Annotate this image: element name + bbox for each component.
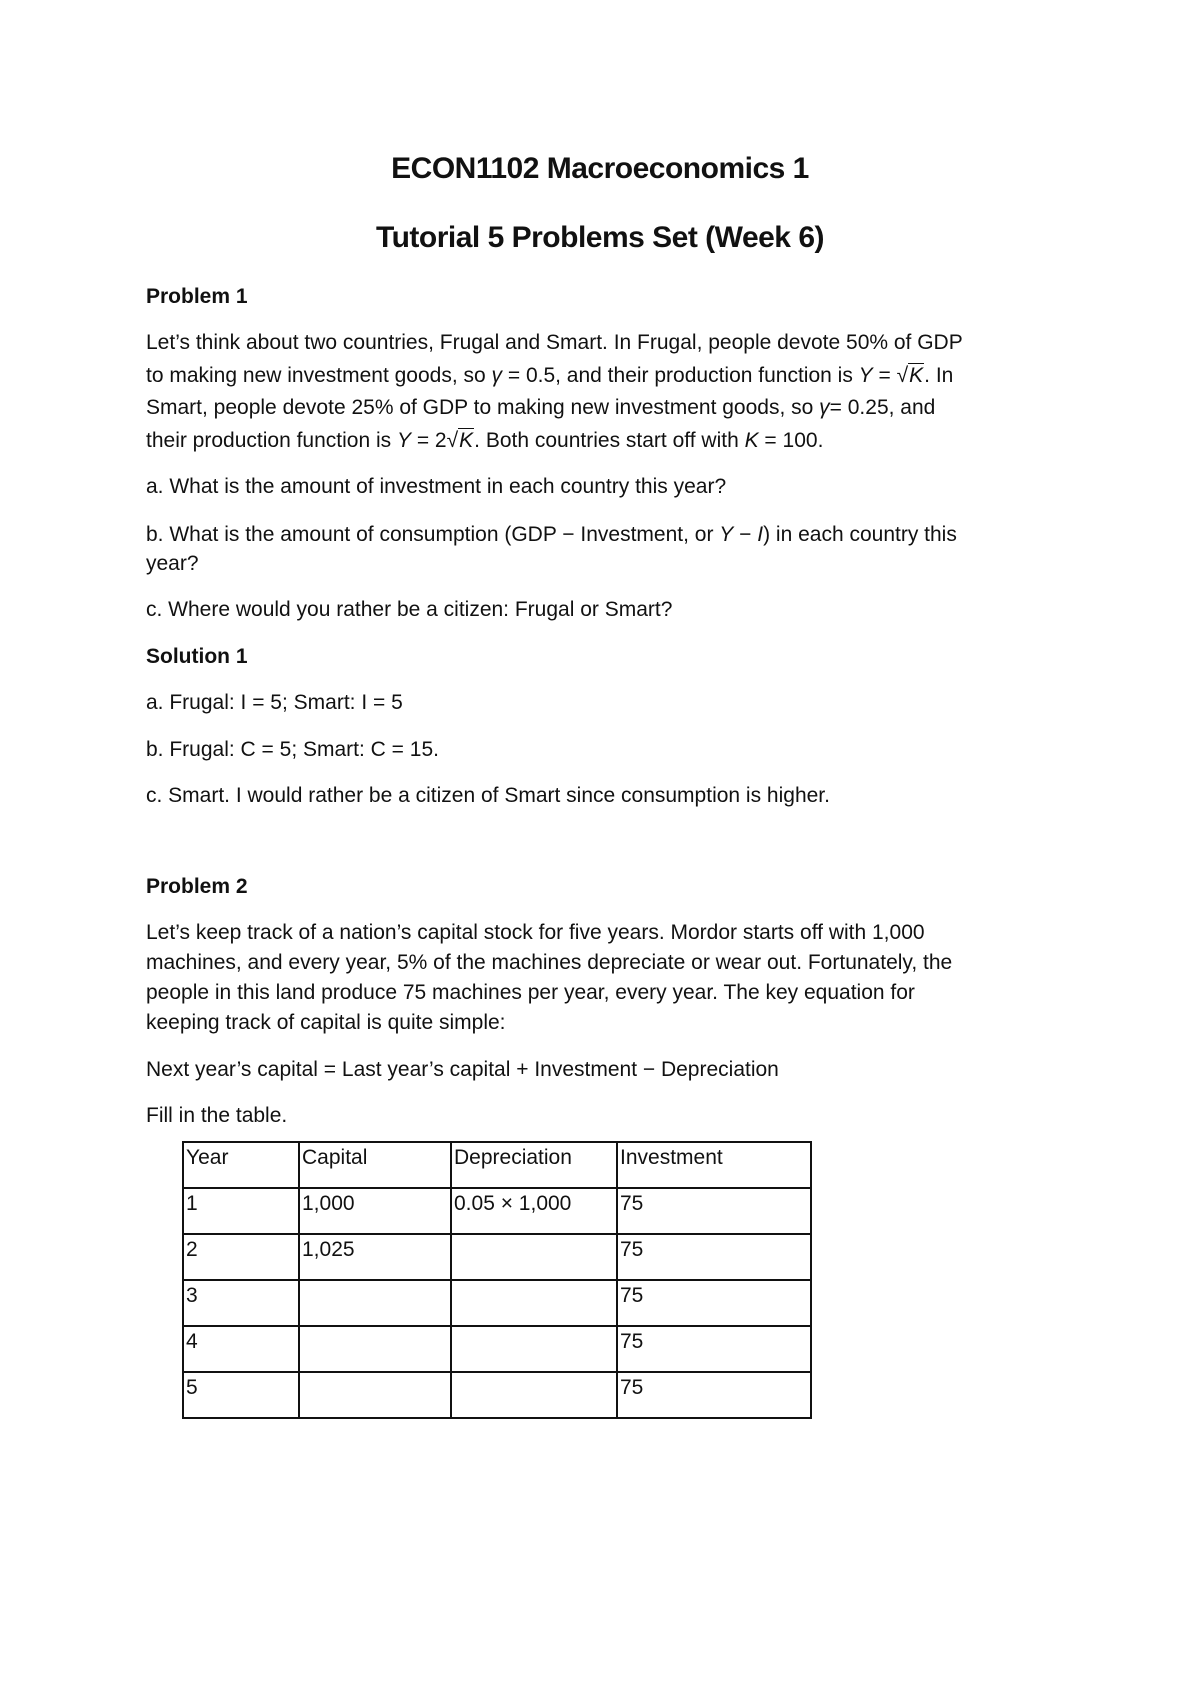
problem2-line-3: people in this land produce 75 machines per year, every year. The key equation for (146, 981, 915, 1004)
solution-c: c. Smart. I would rather be a citizen of Smart since consumption is higher. (146, 784, 830, 807)
header-depreciation: Depreciation (451, 1142, 617, 1188)
table-cell-investment: 75 (617, 1326, 811, 1372)
table-cell-investment: 75 (617, 1234, 811, 1280)
question-c: c. Where would you rather be a citizen: Frugal or Smart? (146, 598, 673, 621)
gamma-symbol: γ (491, 364, 503, 387)
table-cell-depreciation (451, 1280, 617, 1326)
capital-table (182, 1141, 812, 1419)
table-cell-year: 5 (183, 1372, 299, 1418)
table-instruction: Fill in the table. (146, 1104, 288, 1127)
sqrt-k-expression: √K (896, 364, 924, 387)
table-cell-depreciation (451, 1326, 617, 1372)
table-cell-year: 1 (183, 1188, 299, 1234)
problem1-line-3: Smart, people devote 25% of GDP to making new investment goods, so γ= 0.25, and (146, 396, 936, 419)
solution-b: b. Frugal: C = 5; Smart: C = 15. (146, 738, 439, 761)
table-cell-capital (299, 1372, 451, 1418)
problem1-heading: Problem 1 (146, 285, 248, 308)
solution1-heading: Solution 1 (146, 645, 248, 668)
header-capital: Capital (299, 1142, 451, 1188)
table-cell-year: 3 (183, 1280, 299, 1326)
header-investment: Investment (617, 1142, 811, 1188)
problem1-line-1: Let’s think about two countries, Frugal and Smart. In Frugal, people devote 50% of GDP (146, 331, 963, 354)
problem2-line-2: machines, and every year, 5% of the machines depreciate or wear out. Fortunately, the (146, 951, 953, 974)
capital-equation: Next year’s capital = Last year’s capital + Investment − Depreciation (146, 1058, 779, 1081)
header-year: Year (183, 1142, 299, 1188)
course-title: ECON1102 Macroeconomics 1 (391, 152, 809, 185)
table-cell-investment: 75 (617, 1280, 811, 1326)
problem2-line-1: Let’s keep track of a nation’s capital stock for five years. Mordor starts off with 1,000 (146, 921, 925, 944)
solution-a: a. Frugal: I = 5; Smart: I = 5 (146, 691, 403, 714)
problem1-line-4: their production function is Y = 2√K. Both countries start off with K = 100. (146, 429, 824, 452)
table-row (183, 1372, 811, 1418)
table-cell-year: 2 (183, 1234, 299, 1280)
question-b-line-2: year? (146, 552, 199, 575)
problem2-heading: Problem 2 (146, 875, 248, 898)
gamma-symbol: γ (819, 396, 830, 419)
table-cell-investment: 75 (617, 1188, 811, 1234)
problem2-line-4: keeping track of capital is quite simple: (146, 1011, 506, 1034)
table-cell-depreciation: 0.05 × 1,000 (451, 1188, 617, 1234)
table-cell-depreciation (451, 1234, 617, 1280)
problem1-line-2: to making new investment goods, so γ = 0.5, and their production function is Y = √K. In (146, 364, 954, 387)
table-header-row (183, 1142, 811, 1188)
table-cell-investment: 75 (617, 1372, 811, 1418)
table-cell-year: 4 (183, 1326, 299, 1372)
table-cell-capital (299, 1326, 451, 1372)
table-cell-depreciation (451, 1372, 617, 1418)
table-row (183, 1188, 811, 1234)
table-row (183, 1280, 811, 1326)
table-row (183, 1234, 811, 1280)
question-b-line-1: b. What is the amount of consumption (GDP − Investment, or Y − I) in each country this (146, 523, 957, 546)
table-cell-capital: 1,000 (299, 1188, 451, 1234)
table-row (183, 1326, 811, 1372)
sqrt-k-expression: √K (446, 429, 474, 452)
table-cell-capital (299, 1280, 451, 1326)
table-cell-capital: 1,025 (299, 1234, 451, 1280)
tutorial-title: Tutorial 5 Problems Set (Week 6) (375, 221, 825, 254)
question-a: a. What is the amount of investment in each country this year? (146, 475, 727, 498)
